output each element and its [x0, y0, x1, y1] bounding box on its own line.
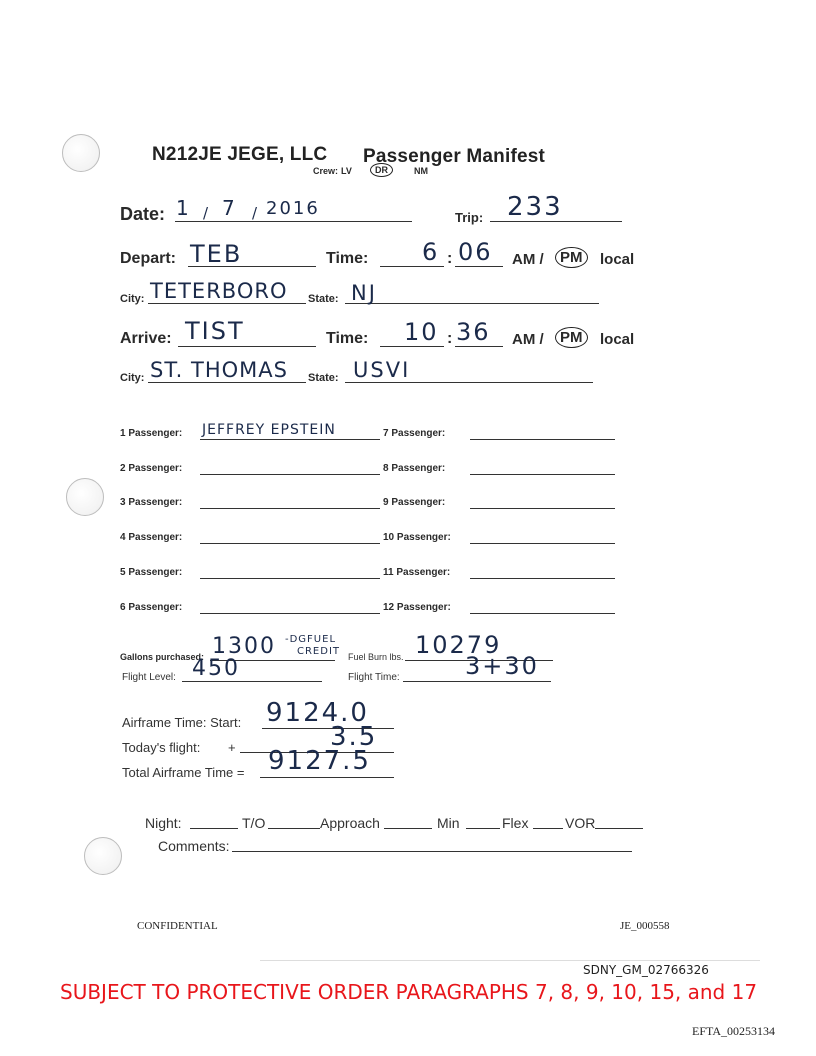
- depart-state-line: [345, 303, 599, 304]
- punch-hole-top: [62, 134, 100, 172]
- depart-time-label: Time:: [326, 250, 369, 267]
- min-label: Min: [437, 815, 460, 831]
- arrive-min-line: [455, 346, 503, 347]
- depart-state: NJ: [351, 281, 377, 305]
- arrive-city: ST. THOMAS: [150, 358, 288, 382]
- arrive-min: 36: [456, 318, 491, 346]
- arrive-state: USVI: [353, 358, 411, 382]
- crew-lv: LV: [341, 166, 352, 176]
- vor-label: VOR: [565, 815, 596, 831]
- trip-label: Trip:: [455, 210, 484, 225]
- sdny-bates-number: SDNY_GM_02766326: [583, 963, 709, 977]
- passenger-2-line: [200, 474, 380, 475]
- passenger-1-name: JEFFREY EPSTEIN: [202, 422, 336, 438]
- form-manifest-title: Passenger Manifest: [363, 146, 546, 167]
- airframe-start-value: 9124.0: [266, 698, 369, 728]
- arrive-state-label: State:: [308, 372, 339, 384]
- passenger-8-label: 8 Passenger:: [383, 463, 446, 474]
- vor-line: [595, 828, 643, 829]
- approach-label: Approach: [320, 815, 380, 831]
- gallons-note-2: CREDIT: [297, 646, 341, 657]
- flight-level-line: [182, 681, 322, 682]
- night-label: Night:: [145, 815, 182, 831]
- scan-edge-line: [260, 960, 760, 961]
- flex-label: Flex: [502, 815, 529, 831]
- punch-hole-middle: [66, 478, 104, 516]
- passenger-10-label: 10 Passenger:: [383, 532, 451, 543]
- arrive-time-label: Time:: [326, 330, 369, 347]
- depart-hour: 6: [422, 238, 440, 266]
- flight-time-value: 3+30: [465, 652, 539, 680]
- passenger-6-label: 6 Passenger:: [120, 602, 183, 613]
- passenger-9-line: [470, 508, 615, 509]
- total-airframe-label: Total Airframe Time =: [122, 765, 245, 780]
- form-title: N212JE JEGE, LLC: [152, 144, 328, 165]
- depart-hour-line: [380, 266, 444, 267]
- efta-number: EFTA_00253134: [692, 1024, 776, 1038]
- min-line: [466, 828, 500, 829]
- crew-label: Crew:: [313, 166, 339, 176]
- protective-order-notice: SUBJECT TO PROTECTIVE ORDER PARAGRAPHS 7, 8, 9, 10, 15, and 17: [60, 980, 758, 1004]
- comments-label: Comments:: [158, 838, 230, 854]
- airframe-start-label: Airframe Time: Start:: [122, 715, 242, 730]
- fuel-burn-label: Fuel Burn lbs.: [348, 652, 404, 662]
- date-slash-2: /: [252, 204, 259, 222]
- date-label: Date:: [120, 204, 166, 224]
- passenger-7-line: [470, 439, 615, 440]
- passenger-9-label: 9 Passenger:: [383, 497, 446, 508]
- arrive-colon: :: [447, 330, 453, 347]
- comments-line: [232, 851, 632, 852]
- gallons-value: 1300: [212, 634, 276, 659]
- passenger-6-line: [200, 613, 380, 614]
- depart-state-label: State:: [308, 293, 339, 305]
- approach-line: [384, 828, 432, 829]
- passenger-11-label: 11 Passenger:: [383, 567, 451, 578]
- crew-dr-circled: DR: [370, 163, 393, 177]
- to-label: T/O: [242, 815, 266, 831]
- depart-label: Depart:: [120, 250, 177, 267]
- total-airframe-value: 9127.5: [268, 746, 371, 776]
- passenger-5-line: [200, 578, 380, 579]
- total-airframe-line: [260, 777, 394, 778]
- flex-line: [533, 828, 563, 829]
- passenger-12-line: [470, 613, 615, 614]
- passenger-4-line: [200, 543, 380, 544]
- passenger-2-label: 2 Passenger:: [120, 463, 183, 474]
- arrive-city-line: [148, 382, 306, 383]
- passenger-8-line: [470, 474, 615, 475]
- arrive-line: [178, 346, 316, 347]
- flight-time-line: [403, 681, 551, 682]
- passenger-10-line: [470, 543, 615, 544]
- confidential-stamp: CONFIDENTIAL: [137, 920, 218, 932]
- arrive-city-label: City:: [120, 372, 145, 384]
- arrive-state-line: [345, 382, 593, 383]
- depart-am: AM /: [512, 251, 544, 268]
- je-bates-number: JE_000558: [620, 920, 670, 932]
- passenger-3-line: [200, 508, 380, 509]
- depart-colon: :: [447, 250, 453, 267]
- flight-time-label: Flight Time:: [348, 672, 400, 683]
- date-month: 1: [176, 196, 191, 220]
- fuel-burn-value: 10279: [415, 631, 502, 659]
- todays-flight-plus: +: [228, 740, 236, 755]
- depart-local: local: [600, 251, 635, 268]
- passenger-1-label: 1 Passenger:: [120, 428, 183, 439]
- date-year: 2016: [266, 198, 320, 219]
- depart-min: 06: [458, 238, 493, 266]
- passenger-1-line: [200, 439, 380, 440]
- date-day: 7: [222, 196, 237, 220]
- date-line: [175, 221, 412, 222]
- depart-pm-circled: PM: [555, 247, 588, 268]
- passenger-11-line: [470, 578, 615, 579]
- arrive-hour: 10: [404, 318, 439, 346]
- depart-min-line: [455, 266, 503, 267]
- arrive-label: Arrive:: [120, 330, 172, 347]
- passenger-12-label: 12 Passenger:: [383, 602, 451, 613]
- punch-hole-bottom: [84, 837, 122, 875]
- passenger-4-label: 4 Passenger:: [120, 532, 183, 543]
- gallons-label: Gallons purchased:: [120, 652, 205, 662]
- passenger-3-label: 3 Passenger:: [120, 497, 183, 508]
- flight-level-label: Flight Level:: [122, 672, 176, 683]
- arrive-pm-circled: PM: [555, 327, 588, 348]
- todays-flight-label: Today's flight:: [122, 740, 201, 755]
- trip-value: 233: [507, 192, 563, 222]
- to-line: [268, 828, 320, 829]
- passenger-7-label: 7 Passenger:: [383, 428, 446, 439]
- gallons-note-1: -DGFUEL: [285, 634, 337, 645]
- arrive-am: AM /: [512, 331, 544, 348]
- arrive-value: TIST: [185, 317, 245, 345]
- depart-city: TETERBORO: [150, 279, 288, 303]
- flight-level-value: 450: [192, 656, 240, 681]
- night-line: [190, 828, 238, 829]
- todays-flight-value: 3.5: [330, 722, 378, 752]
- arrive-local: local: [600, 331, 635, 348]
- arrive-hour-line: [380, 346, 444, 347]
- depart-city-line: [148, 303, 306, 304]
- depart-value: TEB: [190, 240, 243, 268]
- passenger-5-label: 5 Passenger:: [120, 567, 183, 578]
- depart-city-label: City:: [120, 293, 145, 305]
- crew-nm: NM: [414, 166, 428, 176]
- date-slash-1: /: [203, 204, 210, 222]
